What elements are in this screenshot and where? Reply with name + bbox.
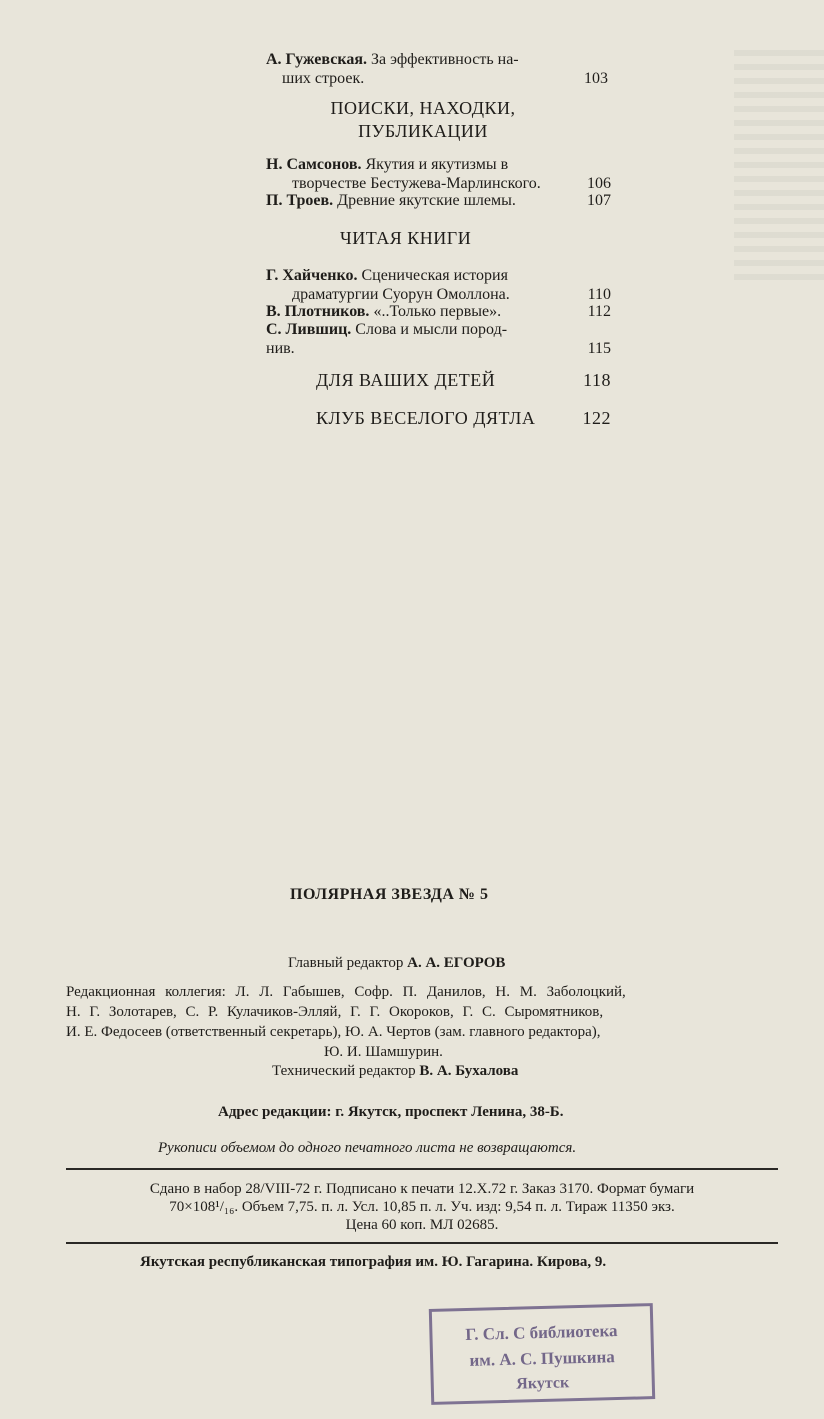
stamp-line: Якутск [516,1374,570,1393]
section-heading-club [316,408,611,429]
toc-title-cont: ших строек. [282,70,365,87]
toc-author: А. Гужевская. [266,51,367,68]
tech-editor-label: Технический редактор [272,1063,416,1079]
print-details [66,1180,778,1234]
manuscripts-note: Рукописи объемом до одного печатного листа не возвращаются. [158,1140,577,1156]
toc-title-cont: драматургии Суорун Омоллона. [292,286,510,303]
toc-page-number: 112 [587,303,611,320]
toc-title-cont: творчестве Бестужева-Марлинского. [292,175,541,192]
library-stamp [429,1303,655,1405]
toc-page-number: 118 [583,370,611,390]
toc-page-number: 115 [587,340,611,357]
chief-editor [288,955,505,972]
toc-author: В. Плотников. [266,303,370,320]
divider [66,1168,778,1170]
editorial-board-line: Редакционная коллегия: Л. Л. Габышев, Софр. П. Данилов, Н. М. Заболоцкий, [66,984,626,1000]
toc-entry-troev [266,191,611,210]
toc-title: «..Только первые». [373,303,502,320]
tech-editor [272,1063,518,1080]
editorial-board-line: И. Е. Федосеев (ответственный секретарь), Ю. А. Чертов (зам. главного редактора), [66,1024,601,1040]
chief-editor-name: А. А. ЕГОРОВ [407,955,506,971]
toc-page-number: 107 [587,192,611,209]
divider [66,1242,778,1244]
toc-author: П. Троев. [266,192,334,209]
toc-entry-livshits [266,320,611,358]
toc-title: Якутия и якутизмы в [365,156,509,173]
toc-title: Сценическая история [361,267,508,284]
chief-editor-label: Главный редактор [288,955,404,971]
print-details-line: 70×108¹/₁₆. Объем 7,75. п. л. Усл. 10,85 п. л. Уч. изд: 9,54 п. л. Тираж 11350 экз. [169,1199,675,1215]
section-heading-line: ПОИСКИ, НАХОДКИ, [330,98,516,118]
toc-author: Г. Хайченко. [266,267,358,284]
stamp-line: Г. Сл. С библиотека [465,1321,618,1344]
section-heading-label: КЛУБ ВЕСЕЛОГО ДЯТЛА [316,408,536,428]
toc-title-cont: нив. [266,340,295,357]
toc-author: С. Лившиц. [266,321,352,338]
section-heading-reading: ЧИТАЯ КНИГИ [340,228,472,248]
toc-page-number: 106 [587,175,611,192]
stamp-line: им. А. С. Пушкина [469,1347,616,1370]
show-through-texture [734,50,824,280]
section-heading-search [318,98,528,142]
magazine-title: ПОЛЯРНАЯ ЗВЕЗДА № 5 [290,886,489,903]
editorial-board-line: Ю. И. Шамшурин. [324,1044,443,1060]
toc-page-number: 122 [582,408,611,428]
section-heading-children [316,370,611,391]
toc-page-number: 103 [584,70,608,87]
toc-title: Слова и мысли пород- [355,321,508,338]
printer-info: Якутская республиканская типография им. Ю. Гагарина. Кирова, 9. [140,1254,607,1270]
toc-title: Древние якутские шлемы. [337,192,516,209]
toc-entry-plotnikov [266,302,611,321]
toc-page-number: 110 [587,286,611,303]
editorial-address: Адрес редакции: г. Якутск, проспект Ленина, 38-Б. [218,1104,564,1120]
tech-editor-name: В. А. Бухалова [419,1063,519,1079]
print-details-line: Сдано в набор 28/VIII-72 г. Подписано к печати 12.Х.72 г. Заказ 3170. Формат бумаги [149,1181,695,1197]
print-details-line: Цена 60 коп. МЛ 02685. [345,1217,499,1233]
toc-title: За эффективность на- [370,51,519,68]
toc-entry-samsonov [266,155,611,193]
toc-entry-khaychenko [266,266,611,304]
editorial-board [66,982,778,1062]
toc-author: Н. Самсонов. [266,156,362,173]
editorial-board-line: Н. Г. Золотарев, С. Р. Кулачиков-Элляй, Г. Г. Окороков, Г. С. Сыромятников, [66,1004,604,1020]
section-heading-line: ПУБЛИКАЦИИ [358,121,488,141]
toc-entry-guzhevskaya [266,50,608,88]
section-heading-label: ДЛЯ ВАШИХ ДЕТЕЙ [316,370,496,390]
